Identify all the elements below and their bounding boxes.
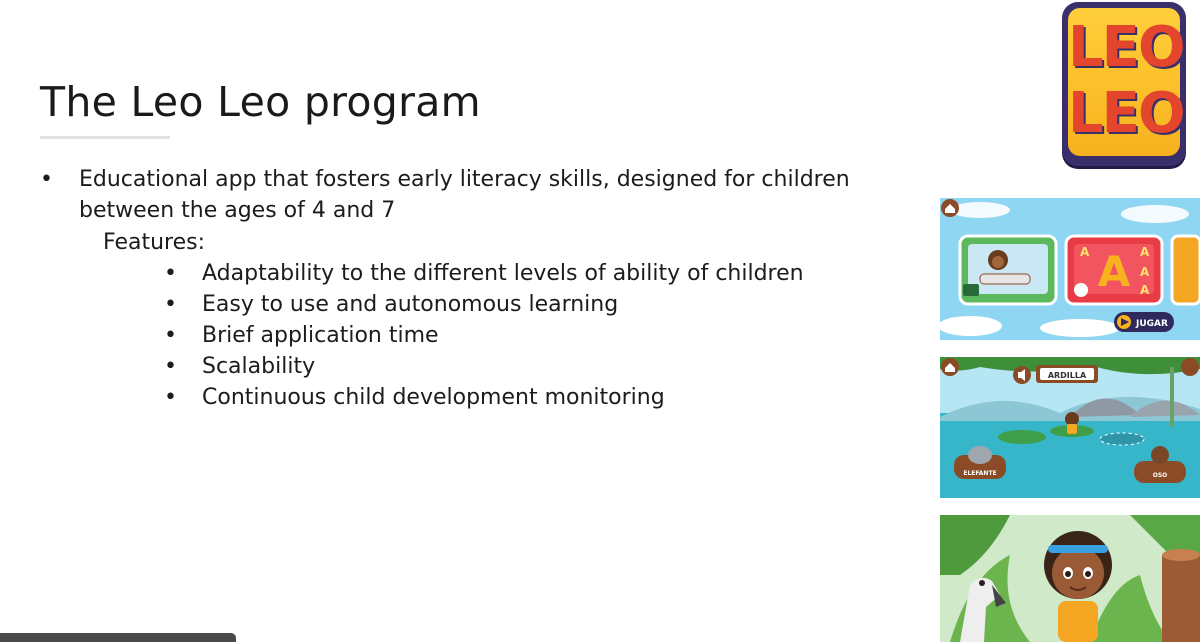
feature-text: Brief application time xyxy=(202,323,439,348)
main-bullet-text: Educational app that fosters early literacy skills, designed for children between the ages of 4 and 7 xyxy=(79,167,850,223)
play-button[interactable] xyxy=(1114,312,1174,332)
bullet-dot: • xyxy=(164,261,177,286)
play-button-label: JUGAR xyxy=(1136,319,1168,329)
answer-label-right: OSO xyxy=(1152,472,1168,479)
card-letter: A xyxy=(1080,245,1090,259)
card-letter: A xyxy=(1140,283,1150,297)
feature-text: Continuous child development monitoring xyxy=(202,385,665,410)
card-letter: A xyxy=(1140,245,1150,259)
app-character-screenshot xyxy=(940,515,1200,642)
bullet-dot: • xyxy=(164,385,177,410)
app-menu-screenshot xyxy=(940,198,1200,340)
bullet-dot: • xyxy=(164,292,177,317)
logo-badge xyxy=(1068,8,1184,156)
horizontal-scrollbar[interactable] xyxy=(0,633,236,642)
leo-leo-logo xyxy=(1062,2,1186,166)
feature-text: Adaptability to the different levels of ability of children xyxy=(202,261,804,286)
app-game-screenshot xyxy=(940,357,1200,498)
features-label: Features: xyxy=(103,230,206,255)
feature-text: Scalability xyxy=(202,354,316,379)
target-word-sign xyxy=(1036,365,1098,383)
feature-text: Easy to use and autonomous learning xyxy=(202,292,619,317)
title-underline xyxy=(40,136,170,139)
answer-label-left: ELEFANTE xyxy=(963,470,997,477)
slide-title: The Leo Leo program xyxy=(40,78,481,126)
bullet-dot: • xyxy=(164,354,177,379)
search-icon[interactable] xyxy=(1181,358,1199,376)
card-big-letter: A xyxy=(1097,247,1131,296)
logo-word-top: LEO xyxy=(1068,15,1184,80)
card-letter: A xyxy=(1140,265,1150,279)
target-word: ARDILLA xyxy=(1047,371,1087,380)
bullet-dot: • xyxy=(40,167,53,192)
bullet-dot: • xyxy=(164,323,177,348)
logo-word-bottom: LEO xyxy=(1068,81,1184,146)
